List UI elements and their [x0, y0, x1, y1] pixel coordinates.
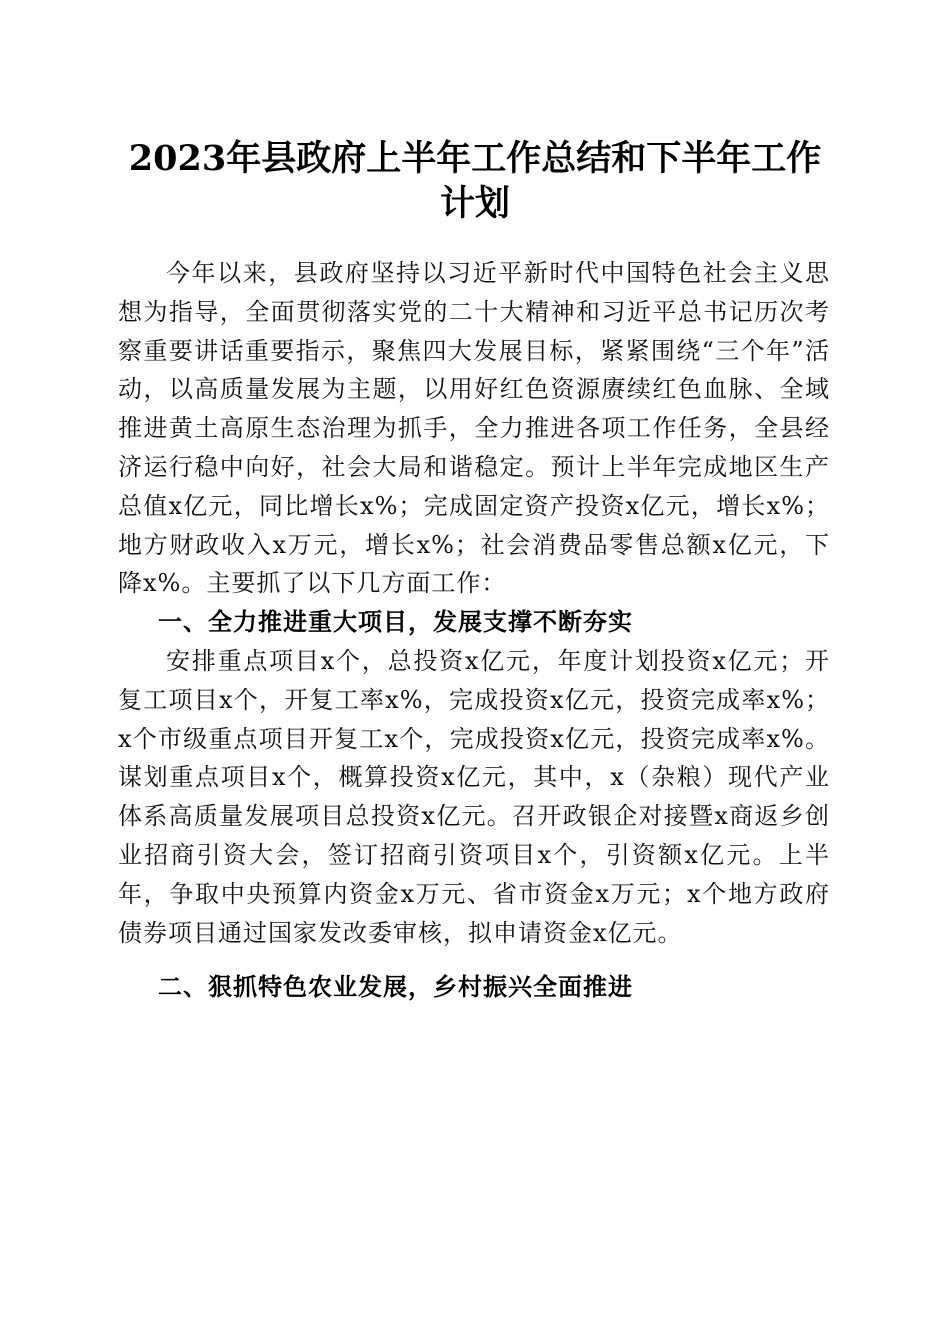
intro-paragraph: 今年以来，县政府坚持以习近平新时代中国特色社会主义思想为指导，全面贯彻落实党的二十大精神和习近平总书记历次考察重要讲话重要指示，聚焦四大发展目标，紧紧围绕“三个年”活动，以高质量发展为主题，以用好红色资源赓续红色血脉、全域推进黄土高原生态治理为抓手，全力推进各项工作任务，全县经济运行稳中向好，社会大局和谐稳定。预计上半年完成地区生产总值x亿元，同比增长x%；完成固定资产投资x亿元，增长x%；地方财政收入x万元，增长x%；社会消费品零售总额x亿元，下降x%。主要抓了以下几方面工作：	[118, 259, 830, 598]
section-1-paragraph: 安排重点项目x个，总投资x亿元，年度计划投资x亿元；开复工项目x个，开复工率x%，完成投资x亿元，投资完成率x%；x个市级重点项目开复工x个，完成投资x亿元，投资完成率x%。谋划重点项目x个，概算投资x亿元，其中，x（杂粮）现代产业体系高质量发展项目总投资x亿元。召开政银企对接暨x商返乡创业招商引资大会，签订招商引资项目x个，引资额x亿元。上半年，争取中央预算内资金x万元、省市资金x万元；x个地方政府债券项目通过国家发改委审核，拟申请资金x亿元。	[118, 646, 830, 947]
document-title: 2023年县政府上半年工作总结和下半年工作计划	[128, 138, 822, 224]
section-2-heading: 二、狠抓特色农业发展，乡村振兴全面推进	[158, 972, 633, 1002]
section-1-heading: 一、全力推进重大项目，发展支撑不断夯实	[158, 607, 633, 637]
document-body	[118, 254, 830, 1007]
